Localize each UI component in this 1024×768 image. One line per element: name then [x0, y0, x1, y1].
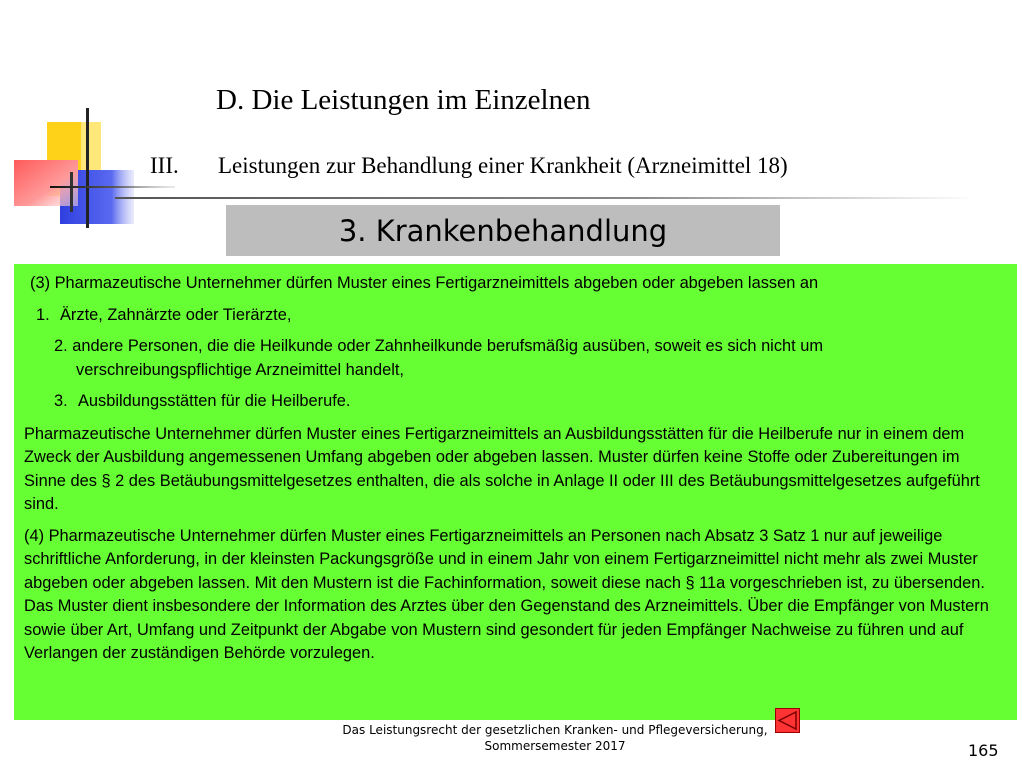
divider-line — [115, 197, 975, 199]
list-item — [14, 390, 1017, 414]
footer-line: Sommersemester 2017 — [484, 739, 626, 753]
list-item — [14, 335, 1017, 382]
footer-line: Das Leistungsrecht der gesetzlichen Kranken- und Pflegeversicherung, — [342, 723, 768, 737]
body-paragraph: Pharmazeutische Unternehmer dürfen Muster eines Fertigarzneimittels an Ausbildungsstätten für die Heilberufe nur in einem dem Zweck der Ausbildung angemessenen Umfang abgeben oder abgeben lassen. Muster dürfen keine Stoffe oder Zubereitungen im Sinne des § 2 des Betäubungsmittelgesetzes enthalten, die als solche in Anlage II oder III des Betäubungsmittelgesetzes aufgeführt sind. — [24, 424, 980, 513]
body-paragraph: (4) Pharmazeutische Unternehmer dürfen Muster eines Fertigarzneimittels an Personen nach Absatz 3 Satz 1 nur auf jeweilige schriftliche Anforderung, in der kleinsten Packungsgröße und in einem Jahr von einem Fertigarzneimittel nicht mehr als zwei Muster abgeben oder abgeben lassen. Mit den Mustern ist die Fachinformation, soweit diese nach § 11a vorgeschrieben ist, zu übersenden. Das Muster dient insbesondere der Information des Arztes über den Gegenstand des Arzneimittels. Über die Empfänger von Mustern sowie über Art, Umfang und Zeitpunkt der Abgabe von Mustern sind gesondert für jeden Empfänger Nachweise zu führen und auf Verlangen der zuständigen Behörde vorzulegen. — [24, 526, 989, 662]
back-arrow-icon — [777, 710, 798, 731]
footer-text — [330, 722, 780, 754]
list-item-text: Ärzte, Zahnärzte oder Tierärzte, — [60, 305, 292, 324]
slide-title: D. Die Leistungen im Einzelnen — [216, 84, 591, 116]
slide-subtitle — [150, 153, 788, 179]
list-item-text: Ausbildungsstätten für die Heilberufe. — [78, 392, 351, 410]
list-item-number: 1. — [36, 305, 50, 324]
content-box — [14, 264, 1017, 720]
page-number: 165 — [968, 741, 999, 760]
list-item — [14, 304, 1017, 328]
intro-paragraph: (3) Pharmazeutische Unternehmer dürfen Muster eines Fertigarzneimittels abgeben oder abgeben lassen an — [30, 274, 819, 292]
section-banner: 3. Krankenbehandlung — [226, 205, 780, 256]
list-item-number: 2. — [54, 337, 68, 355]
list-item-text: andere Personen, die die Heilkunde oder Zahnheilkunde berufsmäßig ausüben, soweit es sich nicht um verschreibungspflichtige Arzneimittel handelt, — [72, 337, 824, 379]
subtitle-text: Leistungen zur Behandlung einer Krankheit (Arzneimittel 18) — [218, 153, 788, 178]
subtitle-number: III. — [150, 153, 179, 178]
back-button[interactable] — [775, 708, 800, 733]
colored-squares-logo — [0, 0, 200, 240]
list-item-number: 3. — [54, 392, 68, 410]
